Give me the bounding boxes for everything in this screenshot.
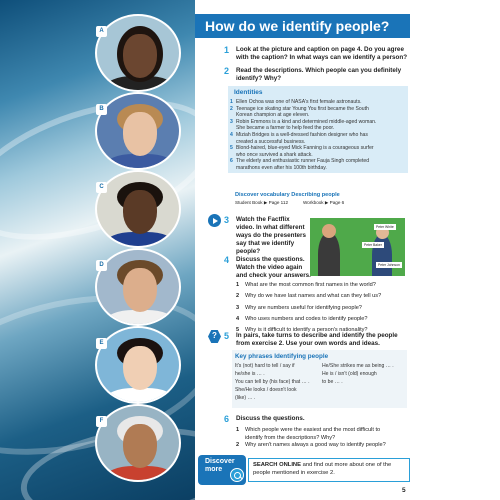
- list-item: Which people were the easiest and the most difficult to: [245, 427, 381, 433]
- key-phrase: It's (not) hard to tell / say if: [235, 363, 295, 369]
- identity-text: Miziah Bridges is a well-dressed fashion designer who has: [236, 132, 368, 138]
- key-phrase: She/He looks / doesn't look: [235, 387, 297, 393]
- search-online-text: [253, 462, 408, 477]
- list-item: Why aren't names always a good way to identify people?: [245, 442, 386, 448]
- identity-number: 3: [230, 118, 233, 125]
- portrait-photo: [95, 326, 181, 404]
- identity-number: 4: [230, 132, 233, 138]
- identity-number: 6: [230, 158, 233, 165]
- search-online-label: SEARCH ONLINE: [253, 462, 301, 468]
- presenter-figure: [372, 234, 392, 276]
- video-name-tag: Peter Johnson: [378, 263, 400, 267]
- identity-text: Korean champion at age eleven.: [236, 112, 310, 119]
- question-2-text: Read the descriptions. Which people can you definitely identify? Why?: [236, 67, 402, 82]
- portrait-photo: [95, 170, 181, 248]
- student-book-reference: Student Book ▶ Page 112: [235, 200, 288, 205]
- video-thumbnail[interactable]: [310, 218, 405, 276]
- question-3-number: 3: [224, 215, 230, 225]
- key-phrase: He is / isn't (old) enough: [322, 371, 377, 377]
- question-4-number: 4: [224, 255, 230, 265]
- portrait-label: E: [96, 338, 107, 349]
- key-phrase: he/she is … .: [235, 371, 265, 377]
- key-phrase: (like) … .: [235, 395, 256, 401]
- identity-text: Ellen Ochoa was one of NASA's first female astronauts.: [236, 99, 362, 105]
- portrait-label: F: [96, 416, 107, 427]
- portrait-label: D: [96, 260, 107, 271]
- page-title: How do we identify people?: [205, 18, 390, 34]
- question-4-text: Discuss the questions. Watch the video again and check your answers.: [236, 256, 311, 279]
- identity-text: Teenage ice skating star Young You first became the South: [236, 105, 369, 112]
- portrait-clothing: [105, 154, 175, 170]
- presenter-figure: [318, 232, 340, 276]
- list-item-number: 3: [236, 304, 240, 311]
- workbook-reference: Workbook ▶ Page 6: [303, 200, 345, 205]
- question-6-text: Discuss the questions.: [236, 415, 305, 422]
- portrait-face: [123, 346, 157, 390]
- list-item: Who uses numbers and codes to identify people?: [245, 315, 368, 322]
- portrait-face: [123, 34, 157, 78]
- portrait-photo: [95, 404, 181, 482]
- key-phrases-title: Key phrases Identifying people: [235, 353, 329, 360]
- identity-number: 1: [230, 99, 233, 105]
- identity-text: marathons even after his 100th birthday.: [236, 165, 327, 171]
- portrait-label: C: [96, 182, 107, 193]
- portrait-face: [123, 112, 157, 156]
- identity-number: 2: [230, 105, 233, 112]
- portrait-clothing: [105, 232, 175, 248]
- identity-number: 5: [230, 145, 233, 152]
- portrait-photo: [95, 14, 181, 92]
- key-phrase: You can tell by (his face) that … .: [235, 379, 310, 385]
- question-2-number: 2: [224, 66, 230, 76]
- video-name-tag: Peter White: [376, 225, 394, 229]
- question-3-text: Watch the Factflix video. In what different ways do the presenters say that we identify people?: [236, 216, 306, 255]
- list-item: Why are numbers useful for identifying people?: [245, 304, 362, 311]
- search-icon: [230, 468, 244, 482]
- list-item-number: 1: [236, 427, 240, 433]
- portrait-clothing: [105, 388, 175, 404]
- identity-text: Robin Emmons is a kind and determined middle-aged woman.: [236, 118, 377, 125]
- identity-text: Blond-haired, blue-eyed Mick Fanning is a courageous surfer: [236, 145, 374, 152]
- portrait-clothing: [105, 310, 175, 326]
- portrait-photo: [95, 92, 181, 170]
- portrait-face: [123, 424, 157, 468]
- list-item-number: 2: [236, 442, 240, 448]
- portrait-face: [123, 190, 157, 234]
- identity-text: She became a farmer to help feed the poor.: [236, 125, 335, 132]
- identities-title: Identities: [234, 89, 263, 96]
- list-item-number: 5: [236, 327, 240, 334]
- identity-text: created a successful business.: [236, 138, 306, 145]
- identity-text: The elderly and enthusiastic runner Fauja Singh completed: [236, 158, 370, 165]
- list-item: What are the most common first names in the world?: [245, 282, 376, 288]
- page-number: 5: [402, 487, 406, 494]
- pair-work-icon: [208, 330, 221, 343]
- question-6-number: 6: [224, 414, 230, 424]
- play-video-icon[interactable]: [208, 214, 221, 227]
- discover-label-line1: Discover: [205, 458, 235, 465]
- question-5-number: 5: [224, 331, 230, 341]
- list-item-number: 4: [236, 315, 240, 322]
- portrait-face: [123, 268, 157, 312]
- discover-label-line2: more: [205, 466, 223, 473]
- identity-text: who once survived a shark attack.: [236, 151, 313, 158]
- vocabulary-title: Discover vocabulary Describing people: [235, 192, 340, 198]
- search-online-instruction: and find out more about one of the people mentioned in exercise 2.: [253, 462, 392, 476]
- list-item-number: 1: [236, 282, 240, 288]
- list-item: Why is it difficult to identify a person's nationality?: [245, 327, 368, 334]
- video-name-tag: Peter Baker: [364, 243, 382, 247]
- key-phrase: to be … .: [322, 379, 343, 385]
- key-phrase: He/She strikes me as being … .: [322, 363, 394, 369]
- question-5-text: In pairs, take turns to describe and identify the people from exercise 2. Use your own words and ideas.: [236, 332, 398, 347]
- portrait-photo: [95, 248, 181, 326]
- question-1-text: Look at the picture and caption on page 4. Do you agree with the caption? In what ways can we identify a person?: [236, 46, 408, 61]
- portrait-label: A: [96, 26, 107, 37]
- presenter-head: [322, 224, 336, 238]
- list-item: identify from the descriptions? Why?: [245, 434, 336, 441]
- list-item: Why do we have last names and what can they tell us?: [245, 293, 382, 300]
- portrait-clothing: [105, 466, 175, 482]
- portrait-label: B: [96, 104, 107, 115]
- question-1-number: 1: [224, 45, 230, 55]
- list-item-number: 2: [236, 293, 240, 300]
